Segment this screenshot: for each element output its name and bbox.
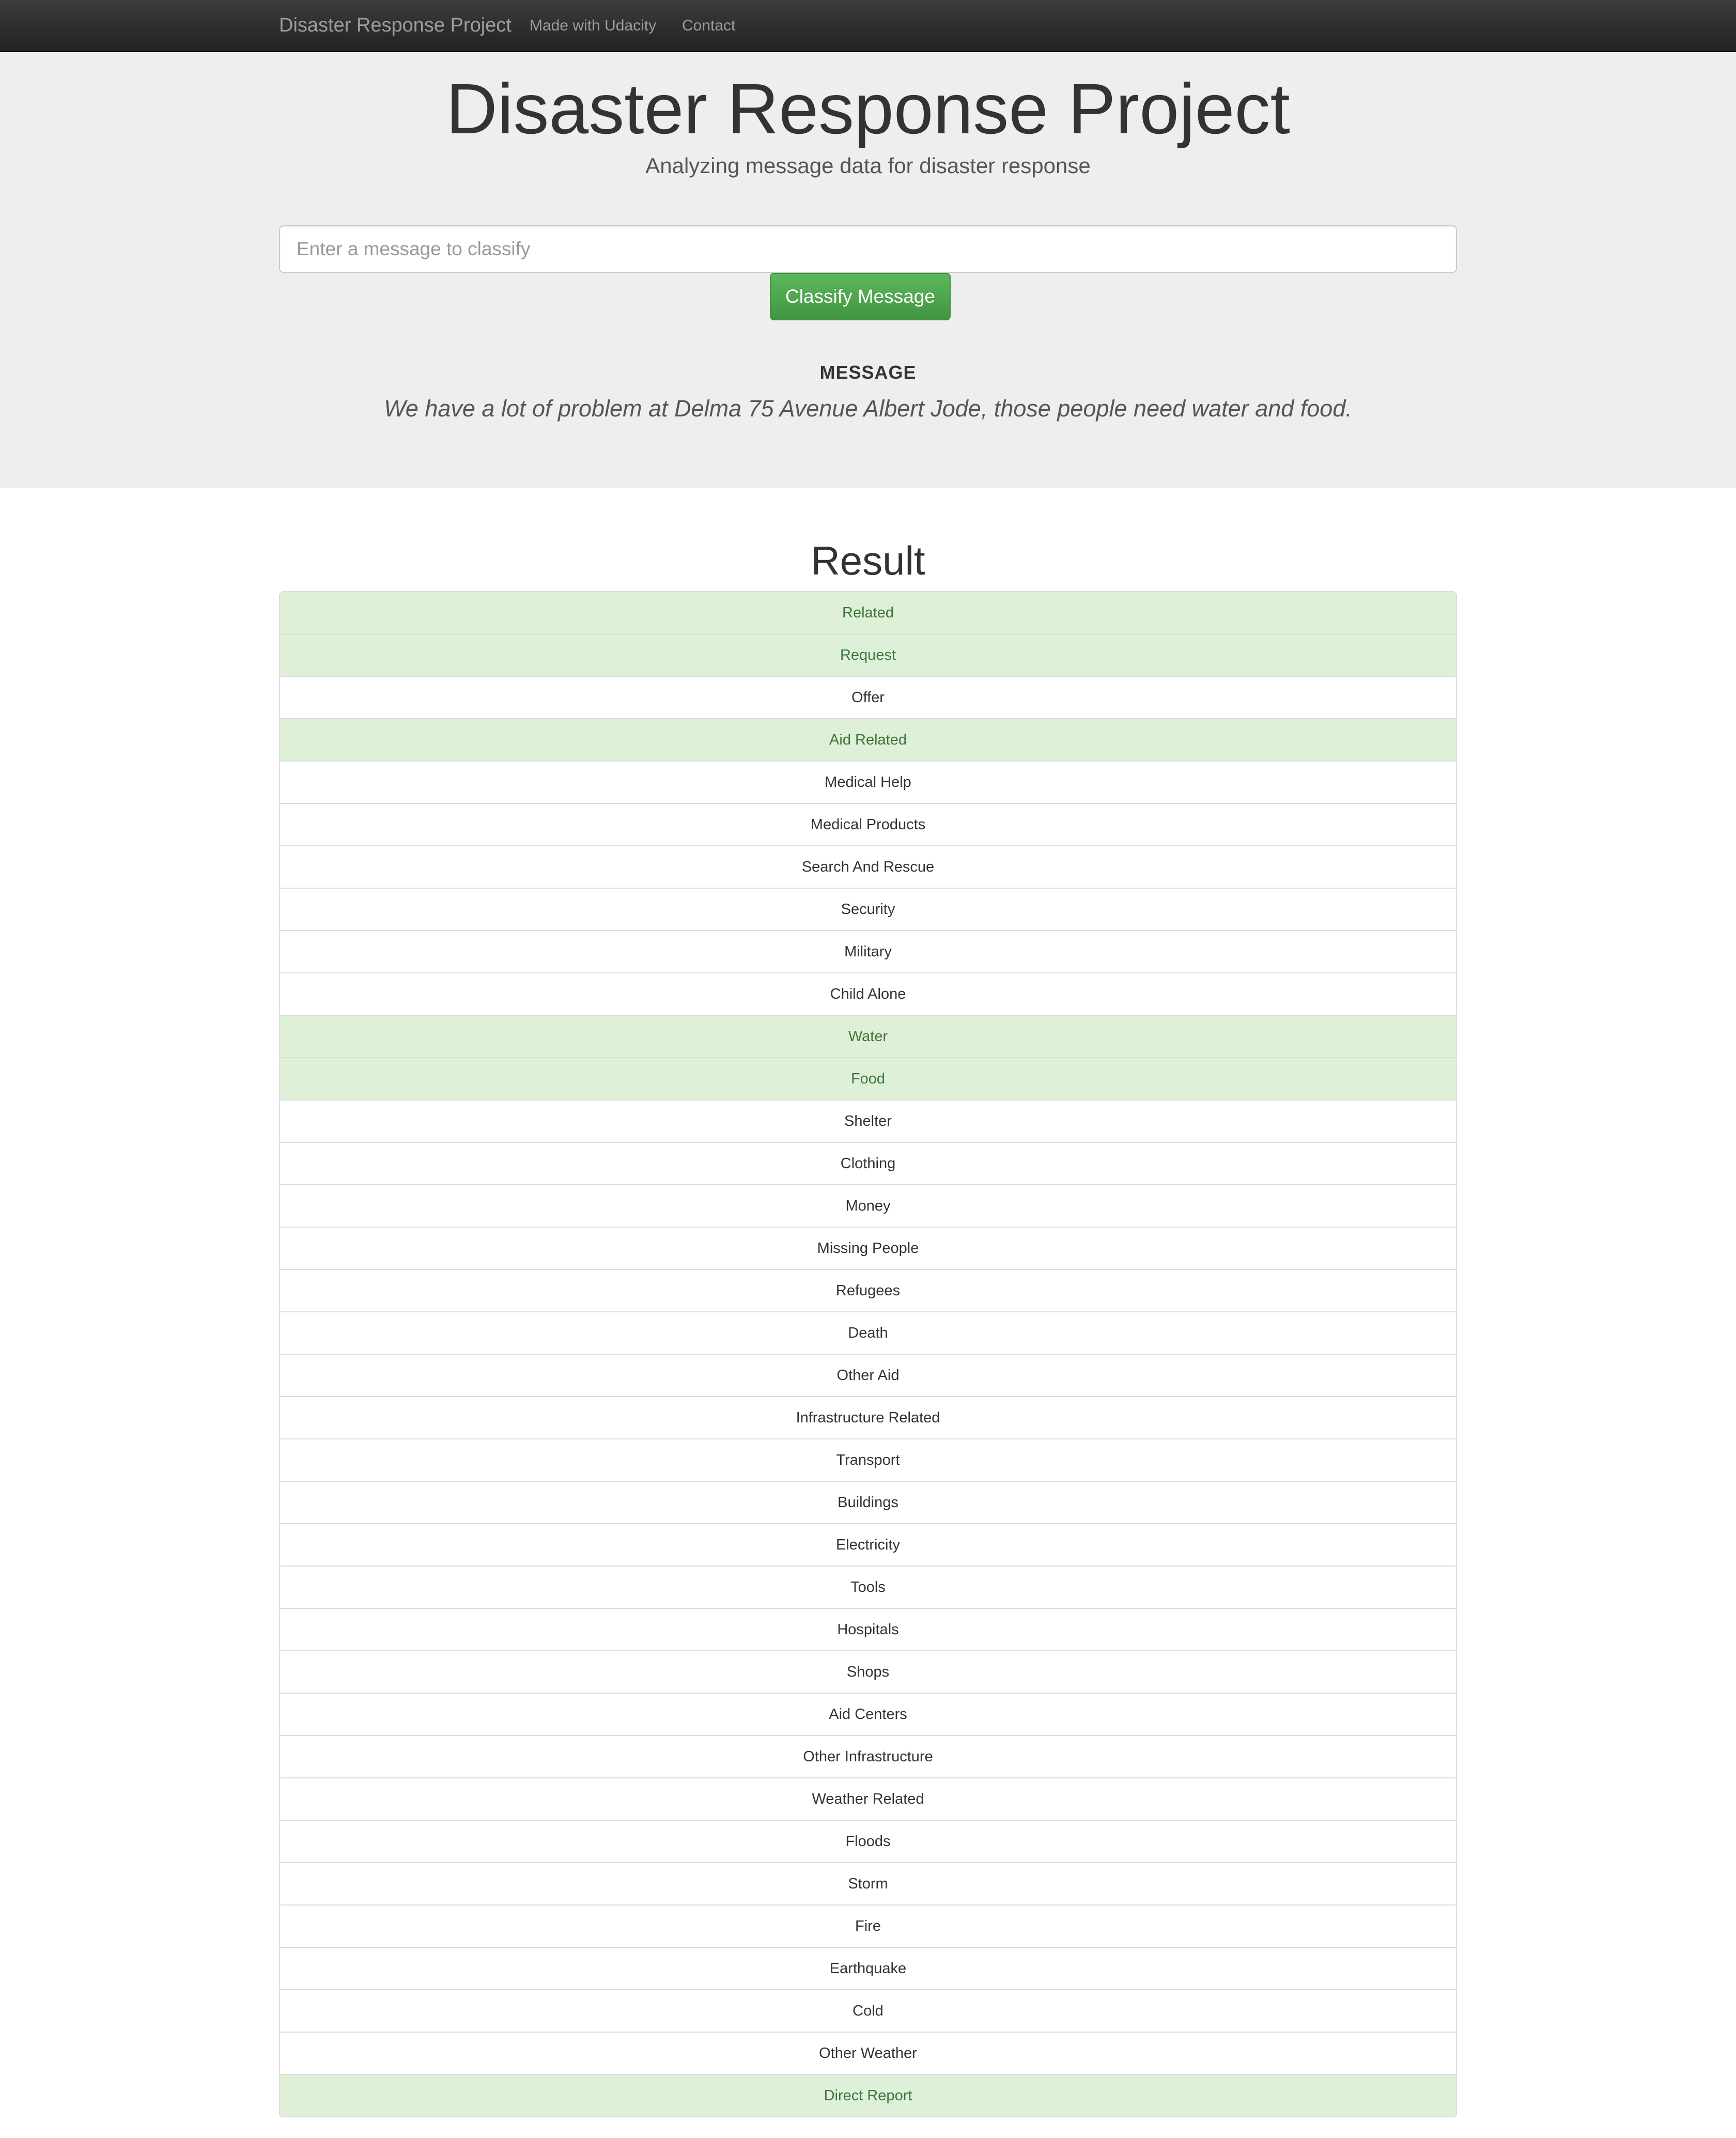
result-item: Food	[280, 1058, 1456, 1101]
jumbotron	[0, 52, 1736, 488]
result-item: Electricity	[280, 1524, 1456, 1567]
result-item: Fire	[280, 1905, 1456, 1948]
result-item: Water	[280, 1016, 1456, 1058]
navbar-brand-link[interactable]: Disaster Response Project	[279, 14, 512, 36]
result-item: Medical Products	[280, 804, 1456, 846]
result-item: Other Aid	[280, 1355, 1456, 1397]
result-item: Storm	[280, 1863, 1456, 1905]
result-item: Aid Centers	[280, 1694, 1456, 1736]
result-item: Medical Help	[280, 762, 1456, 804]
result-item: Death	[280, 1312, 1456, 1355]
navbar	[0, 0, 1736, 52]
result-item: Weather Related	[280, 1778, 1456, 1821]
result-item: Military	[280, 931, 1456, 973]
result-item: Infrastructure Related	[280, 1397, 1456, 1439]
result-item: Other Weather	[280, 2033, 1456, 2075]
message-input[interactable]	[279, 225, 1457, 273]
result-item: Security	[280, 889, 1456, 931]
result-item: Shelter	[280, 1101, 1456, 1143]
result-item: Search And Rescue	[280, 846, 1456, 889]
result-item: Tools	[280, 1567, 1456, 1609]
result-item: Transport	[280, 1439, 1456, 1482]
result-item: Clothing	[280, 1143, 1456, 1185]
page-title: Disaster Response Project	[446, 69, 1290, 149]
result-item: Child Alone	[280, 973, 1456, 1016]
result-item: Offer	[280, 677, 1456, 719]
result-item: Direct Report	[280, 2075, 1456, 2116]
page-subtitle: Analyzing message data for disaster response	[645, 153, 1091, 178]
result-list	[279, 591, 1457, 2117]
result-item: Refugees	[280, 1270, 1456, 1312]
classify-message-button[interactable]: Classify Message	[770, 273, 951, 320]
result-item: Buildings	[280, 1482, 1456, 1524]
message-heading: MESSAGE	[819, 362, 917, 383]
result-item: Request	[280, 634, 1456, 677]
result-title: Result	[811, 538, 925, 583]
result-item: Aid Related	[280, 719, 1456, 762]
result-item: Floods	[280, 1821, 1456, 1863]
message-text: We have a lot of problem at Delma 75 Avenue Albert Jode, those people need water and food.	[384, 395, 1352, 422]
result-item: Hospitals	[280, 1609, 1456, 1651]
nav-link-made-with-udacity[interactable]: Made with Udacity	[530, 17, 657, 34]
nav-link-contact[interactable]: Contact	[682, 17, 736, 34]
result-item: Shops	[280, 1651, 1456, 1694]
result-item: Other Infrastructure	[280, 1736, 1456, 1778]
result-item: Related	[280, 592, 1456, 634]
result-item: Cold	[280, 1990, 1456, 2033]
result-item: Missing People	[280, 1228, 1456, 1270]
result-item: Earthquake	[280, 1948, 1456, 1990]
result-item: Money	[280, 1185, 1456, 1228]
